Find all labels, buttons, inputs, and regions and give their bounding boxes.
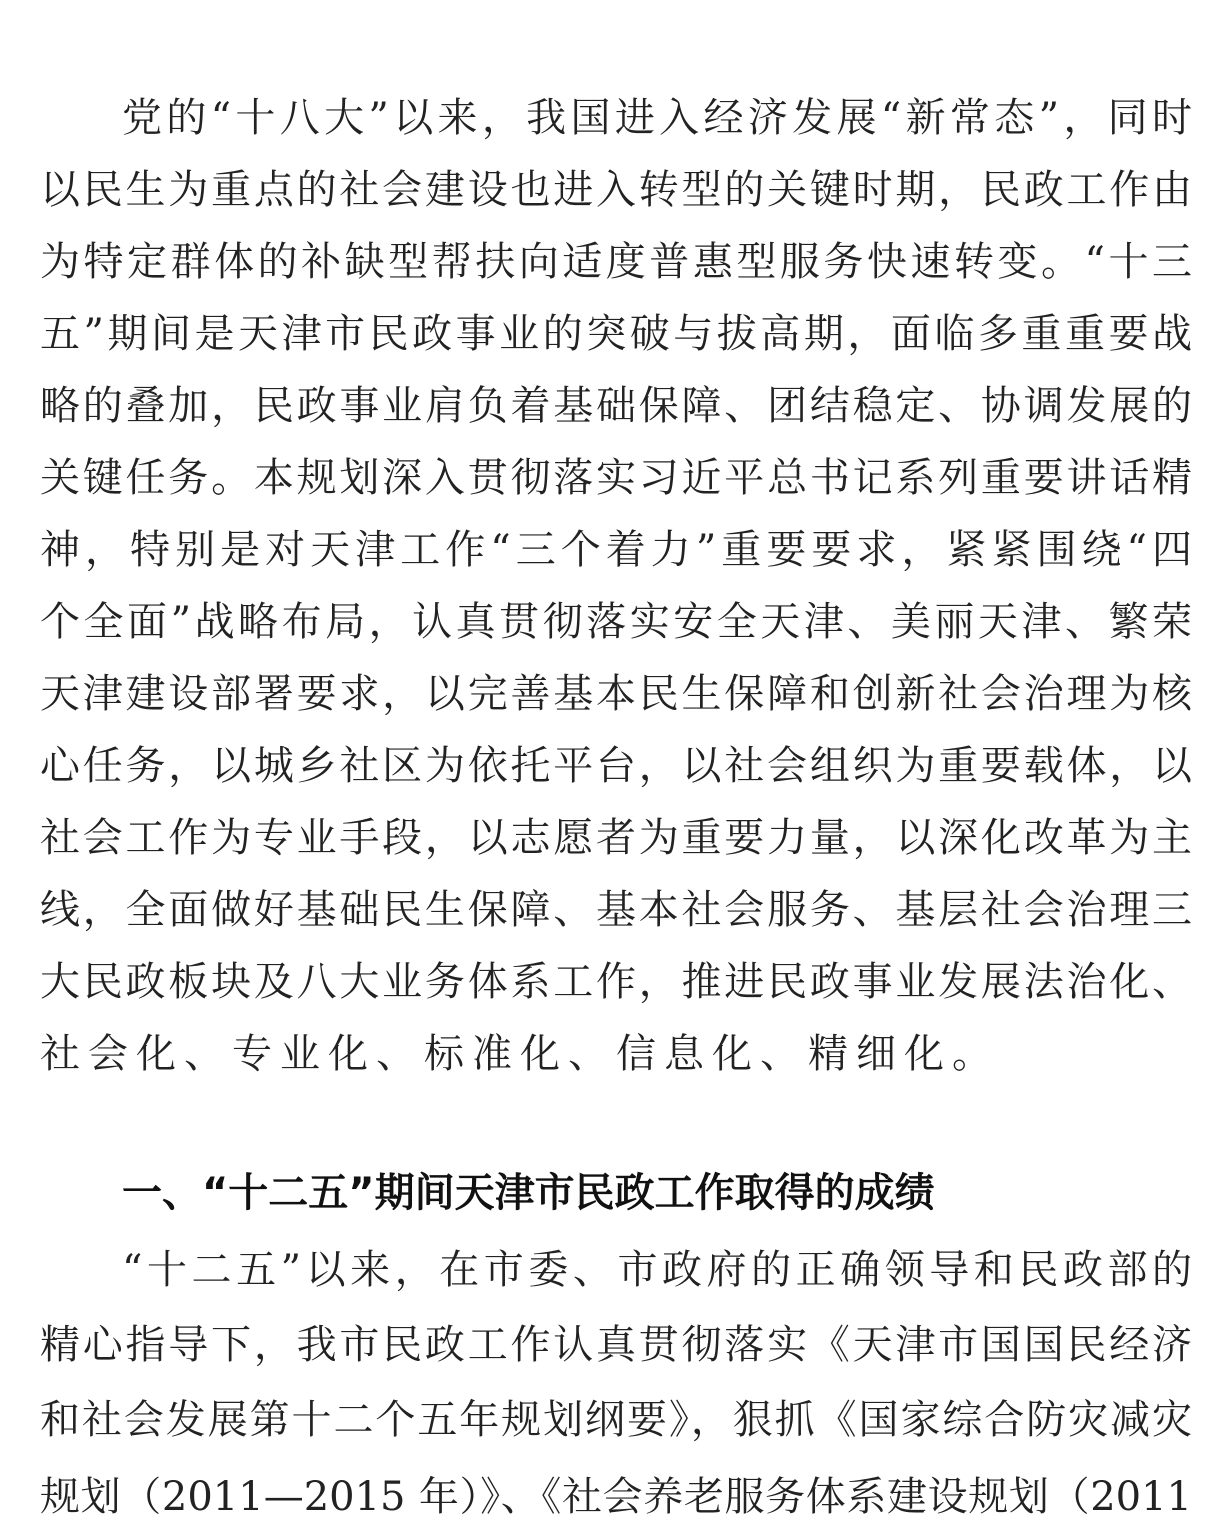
paragraph-line: 个全面”战略布局，认真贯彻落实安全天津、美丽天津、繁荣 [40,599,1192,645]
paragraph-line: 为特定群体的补缺型帮扶向适度普惠型服务快速转变。“十三 [40,239,1192,285]
paragraph-line: 神，特别是对天津工作“三个着力”重要要求，紧紧围绕“四 [40,527,1192,573]
paragraph-line: 党的“十八大”以来，我国进入经济发展“新常态”，同时 [122,95,1192,141]
paragraph-line: 线，全面做好基础民生保障、基本社会服务、基层社会治理三 [40,887,1192,933]
paragraph-line: 以民生为重点的社会建设也进入转型的关键时期，民政工作由 [40,167,1192,213]
paragraph-line: 社会工作为专业手段，以志愿者为重要力量，以深化改革为主 [40,815,1192,861]
paragraph-line: 心任务，以城乡社区为依托平台，以社会组织为重要载体，以 [40,743,1192,789]
paragraph-line: 大民政板块及八大业务体系工作，推进民政事业发展法治化、 [40,959,1192,1005]
paragraph-line: 社会化、专业化、标准化、信息化、精细化。 [40,1031,1000,1077]
paragraph-line: 和社会发展第十二个五年规划纲要》，狠抓《国家综合防灾减灾 [40,1397,1192,1443]
paragraph-line: 规划（2011—2015 年）》、《社会养老服务体系建设规划（2011 [40,1474,1192,1520]
paragraph-line: 略的叠加，民政事业肩负着基础保障、团结稳定、协调发展的 [40,383,1192,429]
paragraph-line: 精心指导下，我市民政工作认真贯彻落实《天津市国国民经济 [40,1322,1192,1368]
paragraph-line: 天津建设部署要求，以完善基本民生保障和创新社会治理为核 [40,671,1192,717]
paragraph-line: “十二五”以来，在市委、市政府的正确领导和民政部的 [122,1247,1192,1293]
paragraph-line: 五”期间是天津市民政事业的突破与拔高期，面临多重重要战 [40,311,1192,357]
section-heading: 一、“十二五”期间天津市民政工作取得的成绩 [122,1170,935,1216]
paragraph-line: 关键任务。本规划深入贯彻落实习近平总书记系列重要讲话精 [40,455,1192,501]
